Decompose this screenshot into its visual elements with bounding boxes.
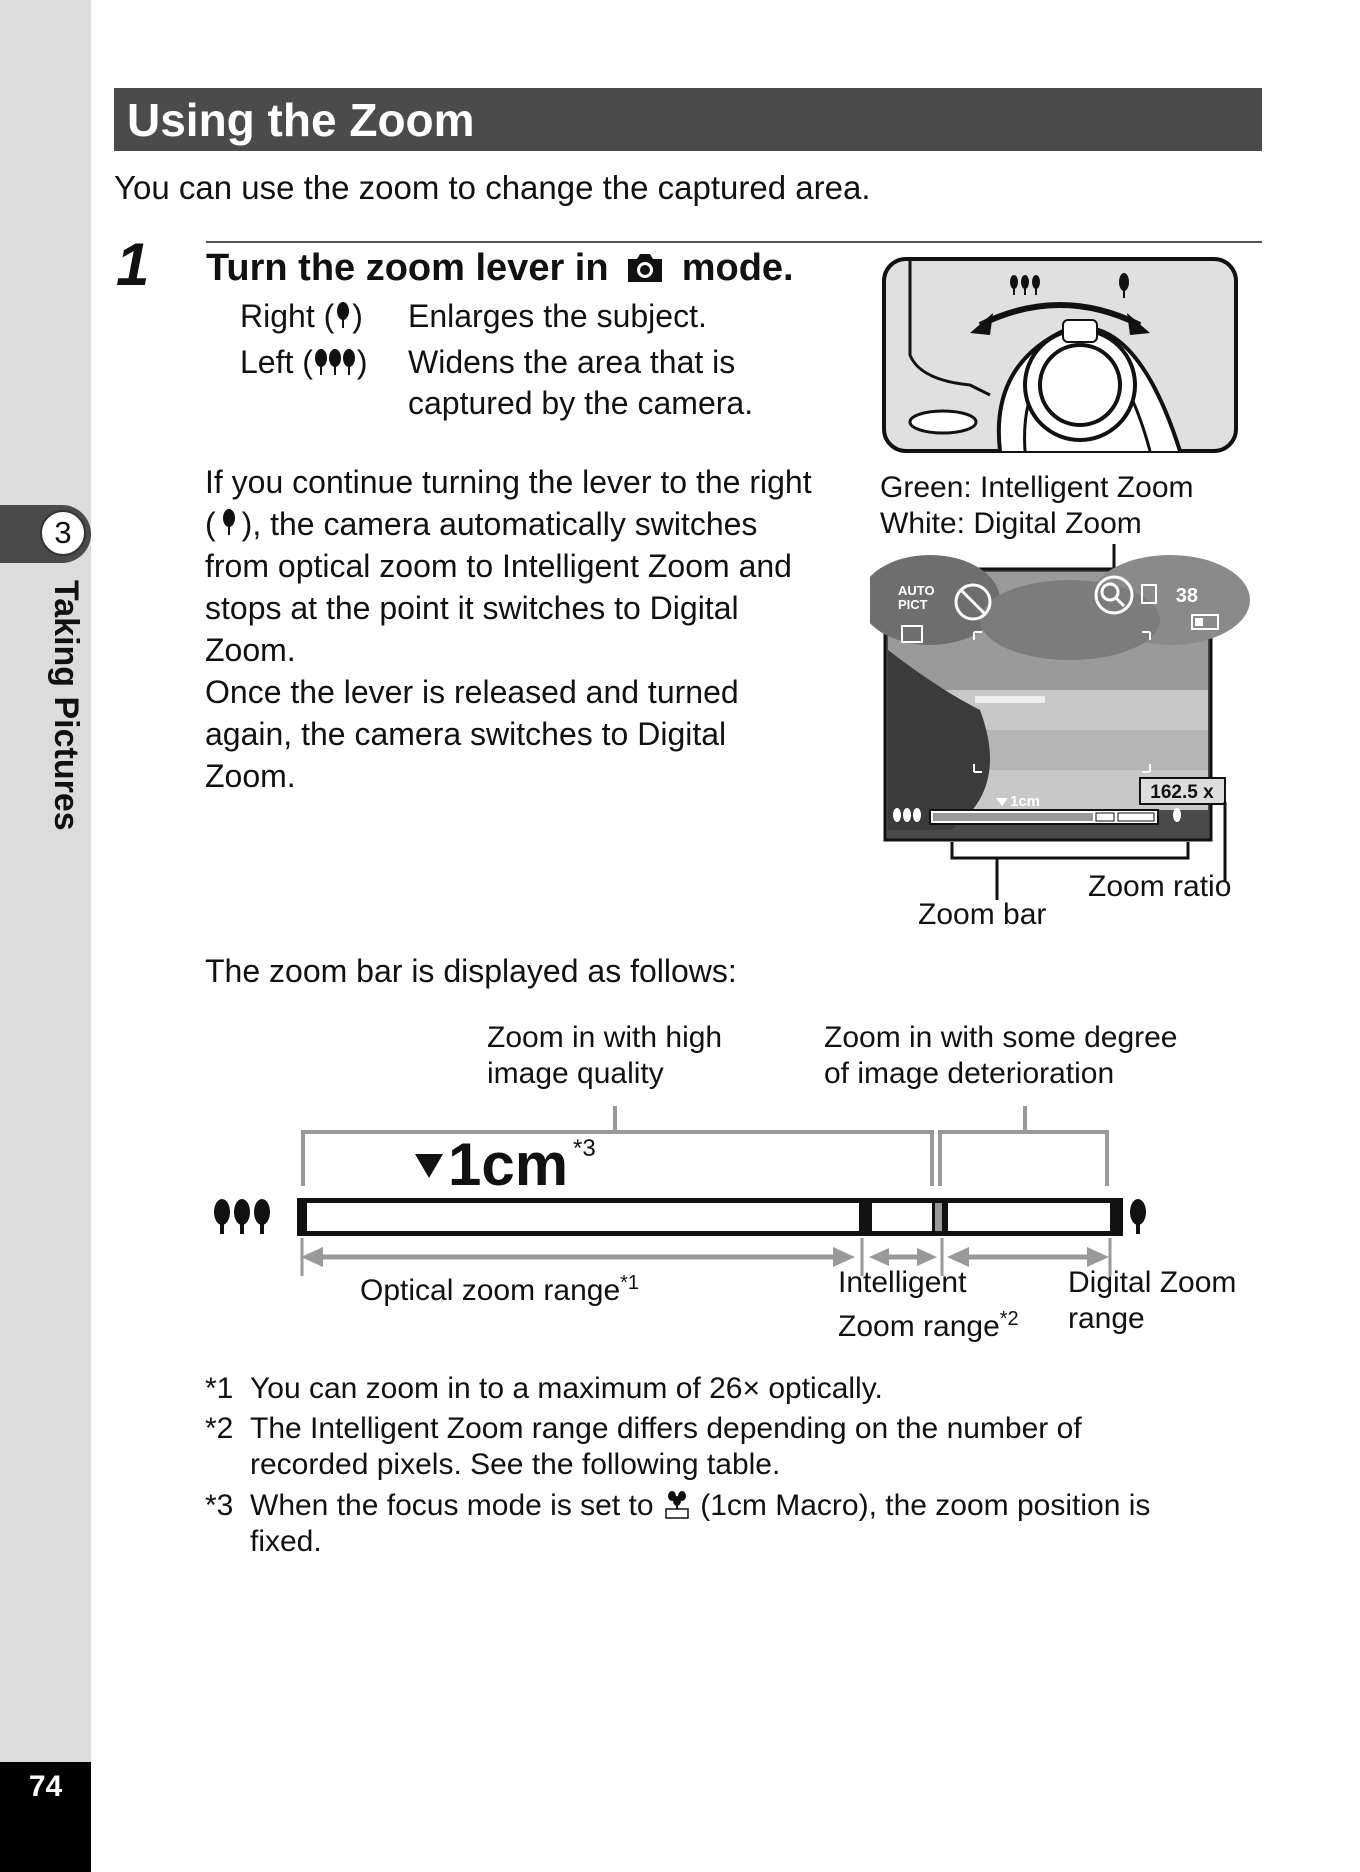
label-high-quality-1: Zoom in with high [487,1021,723,1054]
optical-range-text: Optical zoom range [360,1274,621,1307]
footnote-3-line-2: fixed. [250,1525,322,1558]
paragraph-2-line: Zoom. [205,758,296,794]
wide-trees-icon [313,347,357,377]
label-deterioration-2: of image deterioration [824,1057,1115,1090]
macro-footnote-mark: *3 [573,1135,596,1162]
camera-lever-illustration [880,255,1240,455]
footnote-2-line-2: recorded pixels. See the following table. [250,1448,781,1481]
lcd-tele-tree-icon [1173,808,1181,822]
right-label-post: ) [352,298,363,334]
footnote-3-pre: When the focus mode is set to [250,1489,654,1522]
callout-zoom-bar: Zoom bar [918,898,1047,931]
right-label-pre: Right ( [240,298,335,334]
callout-zoom-ratio: Zoom ratio [1088,870,1232,903]
chapter-title: Taking Pictures [47,580,85,831]
paragraph-1-line: from optical zoom to Intelligent Zoom and [205,548,792,584]
left-label-post: ) [356,344,368,380]
step-heading-post: mode. [681,247,794,289]
auto-pict-line-2: PICT [898,597,928,612]
label-green-intelligent: Green: Intelligent Zoom [880,471,1194,504]
paragraph-1-line: Zoom. [205,632,296,668]
macro-1cm-label: 1cm [448,1131,569,1198]
right-label [240,298,363,335]
chapter-side-strip [0,0,91,1872]
left-description-2: captured by the camera. [408,385,754,421]
footnote-3-post: (1cm Macro), the zoom position is [700,1489,1151,1522]
paragraph-1-line: If you continue turning the lever to the right [205,464,812,500]
wide-trees-icon [214,1199,270,1234]
digital-range-label-1: Digital Zoom [1068,1266,1237,1299]
zoom-bar-intro: The zoom bar is displayed as follows: [205,953,737,989]
intro-text: You can use the zoom to change the captured area. [114,169,871,206]
zoom-ratio-value: 162.5 x [1150,782,1214,803]
section-title: Using the Zoom [127,94,475,146]
chapter-number: 3 [40,510,86,556]
zoom-bar-optical-segment [307,1203,859,1231]
tele-tree-icon [1130,1199,1146,1234]
footnote-1-text: You can zoom in to a maximum of 26× optically. [250,1372,883,1405]
label-white-digital: White: Digital Zoom [880,507,1142,540]
paragraph-2-line: again, the camera switches to Digital [205,716,727,752]
tele-tree-icon [334,301,352,331]
camera-icon [625,252,665,284]
step-heading-pre: Turn the zoom lever in [206,247,609,289]
intelligent-range-label-1: Intelligent [838,1266,967,1299]
zoom-bar-intelligent-segment [872,1203,932,1231]
footnote-2-line-1: The Intelligent Zoom range differs depending on the number of [250,1412,1082,1445]
digital-range-label-2: range [1068,1302,1145,1335]
optical-range-label [360,1265,639,1309]
paragraph-1-line [205,503,845,545]
lcd-wide-trees-icon [893,808,921,822]
footnote-2-mark: *2 [205,1412,234,1445]
auto-pict-line-1: AUTO [898,583,935,598]
step-number: 1 [116,231,150,298]
footnote-3-mark: *3 [205,1489,234,1522]
footnote-3-line-1 [250,1487,1150,1524]
right-description: Enlarges the subject. [408,298,707,334]
intelligent-footnote-mark: *2 [999,1308,1019,1330]
macro-1cm-icon [662,1489,692,1519]
step-divider [206,241,1262,243]
left-description-1: Widens the area that is [408,344,736,380]
lcd-macro-1cm: 1cm [1010,793,1041,810]
paragraph-1-line-pre: ( [205,506,216,542]
shots-remaining: 38 [1175,585,1198,607]
label-deterioration-1: Zoom in with some degree [824,1021,1178,1054]
footnote-1-mark: *1 [205,1372,234,1405]
page-number: 74 [28,1770,63,1803]
optical-footnote-mark: *1 [620,1272,640,1294]
label-high-quality-2: image quality [487,1057,664,1090]
wide-trees-icon [1010,275,1040,295]
paragraph-1 [205,461,845,797]
tele-tree-icon [218,508,240,538]
left-label [240,344,368,381]
intelligent-range-label-2 [838,1301,1019,1345]
paragraph-1-line-rest: ), the camera automatically switches [241,506,758,542]
paragraph-2-line: Once the lever is released and turned [205,674,739,710]
step-heading [206,247,794,290]
left-label-pre: Left ( [240,344,313,380]
intelligent-range-text: Zoom range [838,1310,1000,1343]
paragraph-1-line: stops at the point it switches to Digital [205,590,739,626]
zoom-bar-digital-segment [948,1203,1110,1231]
